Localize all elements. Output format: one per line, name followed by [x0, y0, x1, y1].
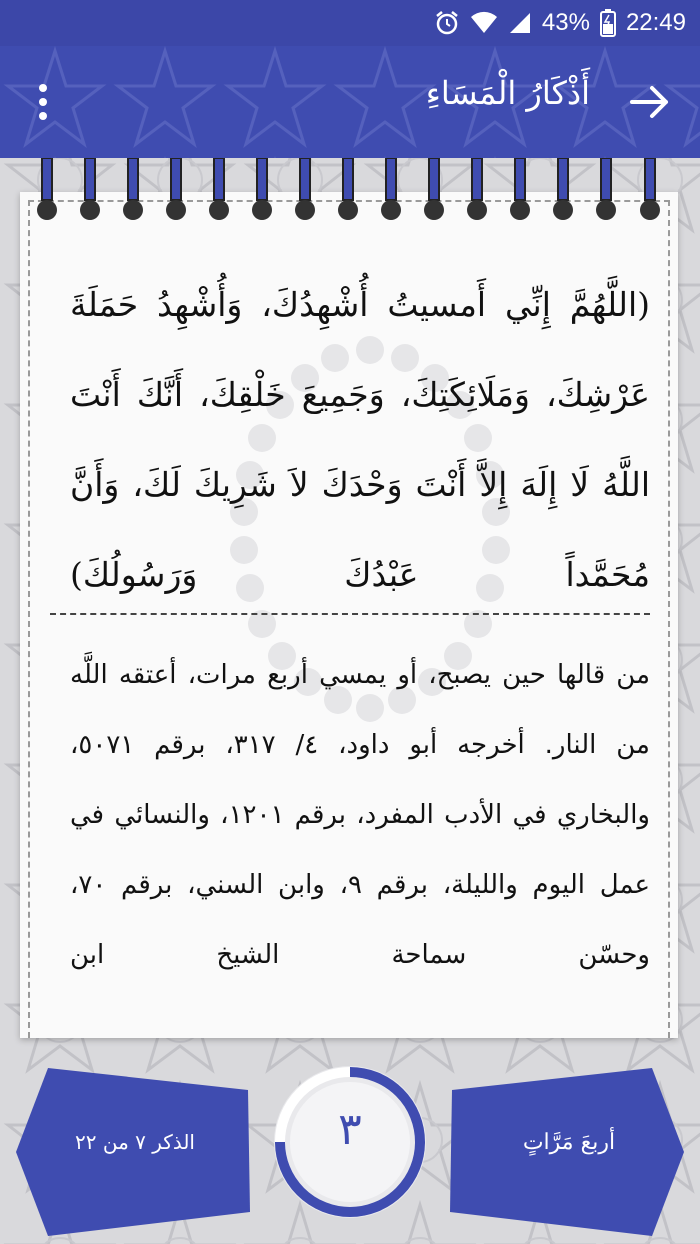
- wifi-icon: [470, 11, 498, 35]
- battery-percent: 43%: [541, 9, 590, 36]
- status-bar: [0, 0, 700, 46]
- app-bar-pattern: [0, 46, 700, 158]
- counter-ring: [270, 1062, 430, 1222]
- battery-icon: [600, 9, 616, 37]
- app-bar: [0, 46, 700, 158]
- notepad-spiral-rings: [0, 158, 700, 228]
- alarm-icon: [434, 10, 460, 36]
- clock: 22:49: [625, 9, 686, 36]
- arrow-right-icon: [628, 82, 672, 122]
- counter-value: ٣: [338, 1104, 362, 1155]
- counter-button[interactable]: [270, 1062, 430, 1222]
- dhikr-progress-label: الذكر ٧ من ٢٢: [75, 1130, 195, 1154]
- back-button[interactable]: [628, 82, 672, 122]
- repeat-count-label: أربعَ مَرَّاتٍ: [522, 1130, 616, 1155]
- more-vertical-icon: [28, 80, 58, 124]
- overflow-menu-button[interactable]: [28, 80, 58, 124]
- text-divider: [50, 613, 650, 615]
- dhikr-virtue-note: من قالها حين يصبح، أو يمسي أربع مرات، أعتقه اللَّه من النار. أخرجه أبو داود، ٤/ ٣١٧، برقم ٥٠٧١، والبخاري في الأدب المفرد، برقم ١٢٠١، والنسائي في عمل اليوم والليلة، برقم ٩، وابن السني، برقم ٧٠، وحسّن سماحة الشيخ ابن: [70, 660, 650, 970]
- page-title: أَذْكَارُ الْمَسَاءِ: [425, 74, 590, 112]
- signal-icon: [508, 11, 532, 35]
- dhikr-text: (اللَّهُمَّ إِنِّي أَمسيتُ أُشْهِدُكَ، وَأُشْهِدُ حَمَلَةَ عَرْشِكَ، وَمَلَائِكَتِكَ، وَجَمِيعَ خَلْقِكَ، أَنَّكَ أَنْتَ اللَّهُ لَا إِلَهَ إِلاَّ أَنْتَ وَحْدَكَ لاَ شَرِيكَ لَكَ، وَأَنَّ مُحَمَّداً عَبْدُكَ وَرَسُولُكَ): [70, 285, 650, 594]
